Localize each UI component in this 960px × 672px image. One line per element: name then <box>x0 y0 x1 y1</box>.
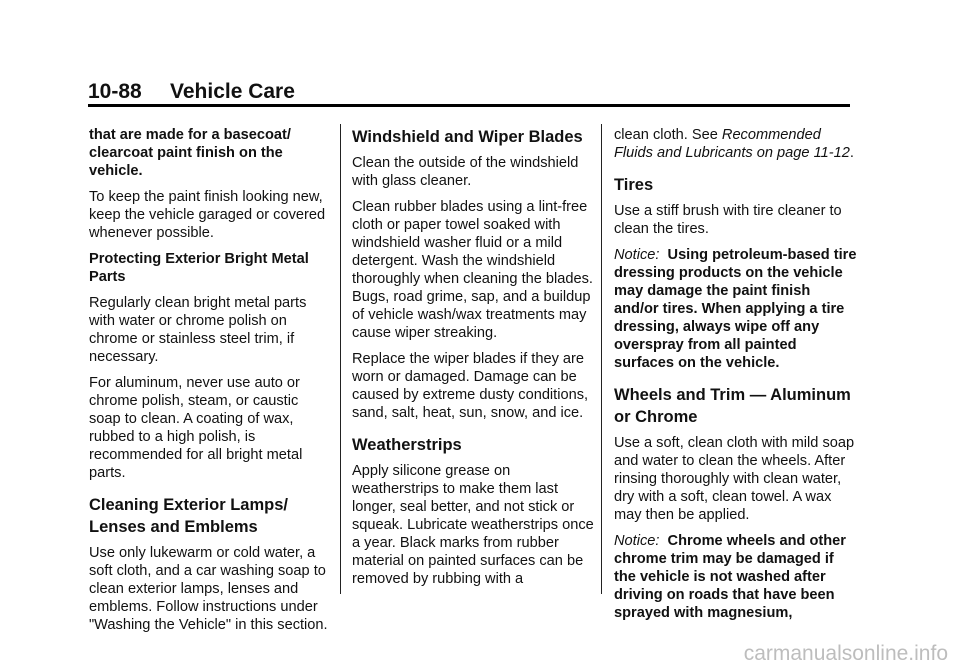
page-number: 10-88 <box>88 80 142 103</box>
notice-text: Using petroleum-based tire dressing products on the vehicle may damage the paint finish and/or tires. When applying a tire dressing, always wipe off any overspray from all painted surfaces on the vehicle. <box>614 247 857 371</box>
paragraph: Use a soft, clean cloth with mild soap and water to clean the wheels. After rinsing thoroughly with clean water, dry with a soft, clean towel. A wax may then be applied. <box>614 435 855 523</box>
header-rule <box>88 104 850 107</box>
paragraph: Clean the outside of the windshield with glass cleaner. <box>352 155 579 189</box>
paragraph: Apply silicone grease on weatherstrips to make them last longer, seal better, and not stick or squeak. Lubricate weatherstrips once a year. Black marks from rubber material on painted surfaces can be removed by rubbing with a <box>352 463 594 587</box>
heading: Windshield and Wiper Blades <box>352 128 583 146</box>
notice <box>614 246 858 372</box>
column-2 <box>352 126 596 596</box>
heading: Tires <box>614 176 654 194</box>
paragraph: To keep the paint finish looking new, keep the vehicle garaged or covered whenever possible. <box>89 189 326 241</box>
watermark: carmanualsonline.info <box>743 642 948 665</box>
section-title: Vehicle Care <box>170 80 295 103</box>
subheading: Protecting Exterior Bright Metal Parts <box>89 251 309 285</box>
notice-label: Notice: <box>614 247 660 263</box>
paragraph: Replace the wiper blades if they are worn or damaged. Damage can be caused by extreme dusty conditions, sand, salt, heat, sun, snow, and ice. <box>352 351 589 421</box>
heading: Weatherstrips <box>352 436 462 454</box>
paragraph: that are made for a basecoat/ clearcoat paint finish on the vehicle. <box>89 127 291 179</box>
paragraph: Clean rubber blades using a lint-free cloth or paper towel soaked with windshield washer fluid or a mild detergent. Wash the windshield thoroughly when cleaning the blades. Bugs, road grime, sap, and a buildup of vehicle wash/wax treatments may cause wiper streaking. <box>352 199 593 341</box>
paragraph: Use only lukewarm or cold water, a soft cloth, and a car washing soap to clean exterior lamps, lenses and emblems. Follow instructions under "Washing the Vehicle" in this section. <box>89 545 328 633</box>
notice-label: Notice: <box>614 533 660 549</box>
cross-reference-link[interactable]: Recommended Fluids and Lubricants on page 11-12 <box>614 127 850 161</box>
paragraph: Use a stiff brush with tire cleaner to clean the tires. <box>614 203 842 237</box>
notice-text: Chrome wheels and other chrome trim may be damaged if the vehicle is not washed after driving on roads that have been sprayed with magnesium, <box>614 533 846 621</box>
paragraph: Regularly clean bright metal parts with water or chrome polish on chrome or stainless steel trim, if necessary. <box>89 295 307 365</box>
paragraph: clean cloth. See Recommended Fluids and Lubricants on page 11-12. <box>614 127 854 161</box>
heading: Wheels and Trim — Aluminum or Chrome <box>614 386 851 426</box>
column-1 <box>89 126 333 642</box>
column-divider <box>601 124 602 594</box>
column-3 <box>614 126 858 630</box>
heading: Cleaning Exterior Lamps/ Lenses and Emblems <box>89 496 288 536</box>
notice <box>614 532 858 622</box>
paragraph: For aluminum, never use auto or chrome polish, steam, or caustic soap to clean. A coating of wax, rubbed to a high polish, is recommended for all bright metal parts. <box>89 375 303 481</box>
column-divider <box>340 124 341 594</box>
